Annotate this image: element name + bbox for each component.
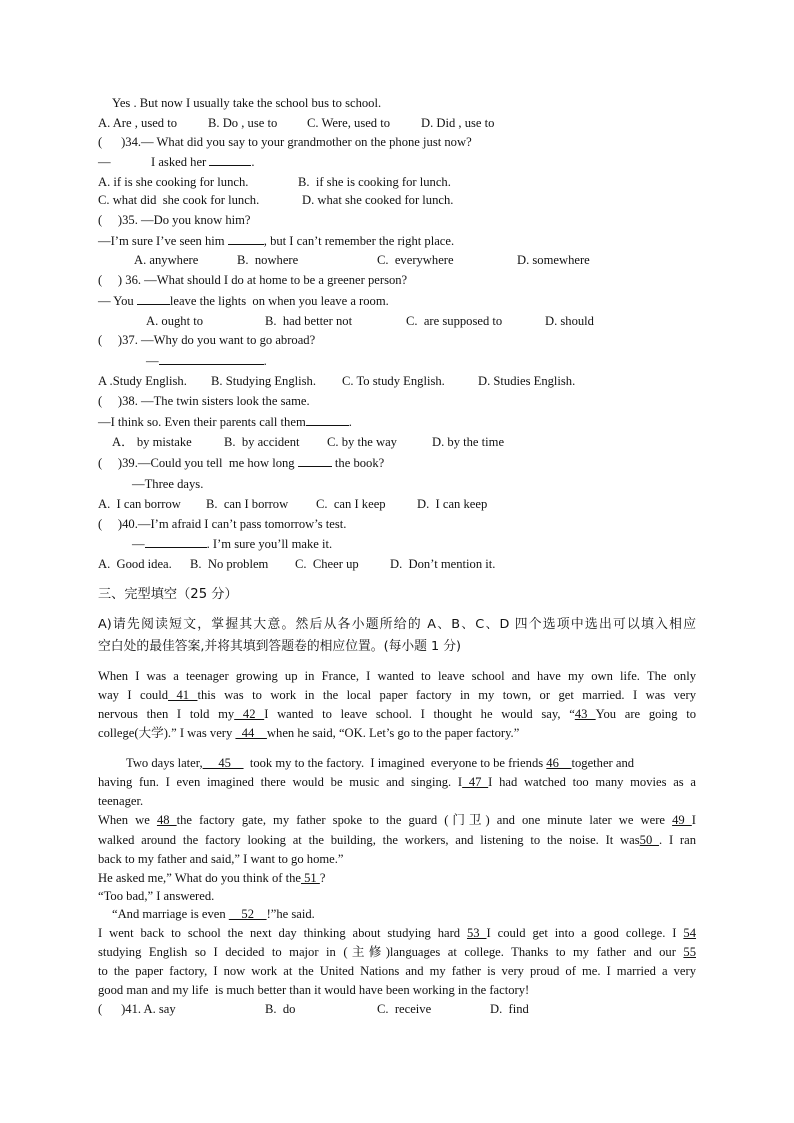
q34-option-a: A. if is she cooking for lunch. <box>98 175 249 189</box>
q38-option-b: B. by accident <box>224 435 300 449</box>
passage-p2-line2: having fun. I even imagined there would be music and singing. I 47 I had watched too many movies as a <box>98 775 697 789</box>
passage-p3-line3: back to my father and said,” I want to go home.” <box>98 852 344 866</box>
passage-p5: “Too bad,” I answered. <box>98 889 215 903</box>
q35-reply: —I’m sure I’ve seen him , but I can’t remember the right place. <box>98 234 455 248</box>
q34-reply-dash: — <box>98 155 111 169</box>
q40-stem: ( )40.—I’m afraid I can’t pass tomorrow’s test. <box>98 517 347 531</box>
blank-42[interactable]: 42 <box>234 707 265 721</box>
passage-p1-line1: When I was a teenager growing up in France, I wanted to leave school and have my own life. The only <box>98 669 696 683</box>
passage-p1-line3: nervous then I told my 42 I wanted to leave school. I thought he would say, “43 You are going to <box>98 707 696 721</box>
passage-p7-line2: studying English so I decided to major in (主修)languages at college. Thanks to my father and our 55 <box>98 945 696 959</box>
q34-reply: I asked her . <box>151 155 255 169</box>
q34-option-d: D. what she cooked for lunch. <box>302 193 454 207</box>
q41-option-c: C. receive <box>377 1002 432 1016</box>
q36-reply: — You leave the lights on when you leave a room. <box>98 294 389 308</box>
passage-p4: He asked me,” What do you think of the 51 ? <box>98 871 326 885</box>
q37-stem: ( )37. —Why do you want to go abroad? <box>98 333 316 347</box>
q36-blank[interactable] <box>137 293 170 305</box>
q35-stem: ( )35. —Do you know him? <box>98 213 251 227</box>
blank-50[interactable]: 50 <box>639 833 660 847</box>
q37-blank[interactable] <box>159 353 264 365</box>
blank-44[interactable]: 44 <box>235 726 267 740</box>
blank-43[interactable]: 43 <box>574 707 596 721</box>
q38-reply: —I think so. Even their parents call them . <box>98 415 352 429</box>
q34-stem: ( )34.— What did you say to your grandmother on the phone just now? <box>98 135 472 149</box>
blank-46[interactable]: 46 <box>546 756 572 770</box>
q37-option-b: B. Studying English. <box>211 374 316 388</box>
q38-option-a: A． by mistake <box>112 435 192 449</box>
q36-option-a: A. ought to <box>146 314 204 328</box>
q39-reply: —Three days. <box>132 477 204 491</box>
q38-option-c: C. by the way <box>327 435 397 449</box>
q33-option-c: C. Were, used to <box>307 116 391 130</box>
q39-option-d: D. I can keep <box>417 497 488 511</box>
q41-option-b: B. do <box>265 1002 296 1016</box>
q41-stem: ( )41. A. say <box>98 1002 176 1016</box>
q36-option-b: B. had better not <box>265 314 353 328</box>
q39-blank[interactable] <box>298 455 332 467</box>
blank-48[interactable]: 48 <box>156 813 177 827</box>
q33-option-b: B. Do , use to <box>208 116 278 130</box>
passage-p3-line2: walked around the factory looking at the building, the workers, and listening to the noise. It was50 . I ran <box>98 833 696 847</box>
q37-reply: — . <box>146 354 267 368</box>
q33-answer: Yes . But now I usually take the school bus to school. <box>112 96 382 110</box>
q35-blank[interactable] <box>228 233 264 245</box>
q33-option-d: D. Did , use to <box>421 116 495 130</box>
q35-option-b: B. nowhere <box>237 253 299 267</box>
q34-option-b: B. if she is cooking for lunch. <box>298 175 451 189</box>
blank-49[interactable]: 49 <box>672 813 692 827</box>
blank-55[interactable]: 55 <box>683 945 696 959</box>
q40-option-a: A. Good idea. <box>98 557 172 571</box>
q40-blank[interactable] <box>145 536 207 548</box>
passage-p1-line2: way I could 41 this was to work in the local paper factory in my town, or get married. I was very <box>98 688 697 702</box>
q38-blank[interactable] <box>306 414 349 426</box>
q39-option-c: C. can I keep <box>316 497 386 511</box>
q34-blank[interactable] <box>209 154 251 166</box>
q37-option-c: C. To study English. <box>342 374 445 388</box>
q40-reply: — . I’m sure you’ll make it. <box>132 537 333 551</box>
q36-option-c: C. are supposed to <box>406 314 503 328</box>
section-instructions-line1: A)请先阅读短文，掌握其大意。然后从各小题所给的 A、B、C、D 四个选项中选出可以填入相应 <box>98 617 696 632</box>
section-instructions-line2: 空白处的最佳答案,并将其填到答题卷的相应位置。(每小题 1 分) <box>98 639 462 654</box>
passage-p7-line1: I went back to school the next day thinking about studying hard 53 I could get into a good college. I 54 <box>98 926 696 940</box>
q40-option-b: B. No problem <box>190 557 269 571</box>
blank-41[interactable]: 41 <box>168 688 198 702</box>
blank-53[interactable]: 53 <box>466 926 487 940</box>
q33-option-a: A. Are , used to <box>98 116 178 130</box>
q37-option-d: D. Studies English. <box>478 374 576 388</box>
q36-option-d: D. should <box>545 314 594 328</box>
passage-p7-line4: good man and my life is much better than it would have been working in the factory! <box>98 983 530 997</box>
passage-p1-line4: college(大学).” I was very 44 when he said, “OK. Let’s go to the paper factory.” <box>98 726 520 740</box>
passage-p3-line1: When we 48 the factory gate, my father spoke to the guard (门卫) and one minute later we were 49 I <box>98 813 696 827</box>
q35-option-d: D. somewhere <box>517 253 590 267</box>
passage-p7-line3: to the paper factory, I now work at the United Nations and my father is very proud of me. I married a very <box>98 964 696 978</box>
blank-47[interactable]: 47 <box>462 775 489 789</box>
q39-option-b: B. can I borrow <box>206 497 289 511</box>
q36-stem: ( ) 36. —What should I do at home to be a greener person? <box>98 273 408 287</box>
passage-p2-line3: teenager. <box>98 794 144 808</box>
passage-p6: “And marriage is even 52 !”he said. <box>112 907 315 921</box>
blank-52[interactable]: 52 <box>228 907 267 921</box>
q41-option-d: D. find <box>490 1002 529 1016</box>
q40-option-d: D. Don’t mention it. <box>390 557 496 571</box>
q38-option-d: D. by the time <box>432 435 505 449</box>
q38-stem: ( )38. —The twin sisters look the same. <box>98 394 310 408</box>
blank-54[interactable]: 54 <box>683 926 696 940</box>
q39-stem: ( )39.—Could you tell me how long the book? <box>98 456 385 470</box>
q40-option-c: C. Cheer up <box>295 557 359 571</box>
q35-option-a: A. anywhere <box>134 253 199 267</box>
q39-option-a: A. I can borrow <box>98 497 181 511</box>
passage-p2-line1: Two days later, 45 took my to the factory. I imagined everyone to be friends 46 together and <box>126 756 635 770</box>
q34-option-c: C. what did she cook for lunch. <box>98 193 260 207</box>
q35-option-c: C. everywhere <box>377 253 454 267</box>
blank-51[interactable]: 51 <box>300 871 320 885</box>
q37-option-a: A .Study English. <box>98 374 187 388</box>
blank-45[interactable]: 45 <box>202 756 244 770</box>
section-heading: 三、完型填空（25 分） <box>98 587 238 602</box>
